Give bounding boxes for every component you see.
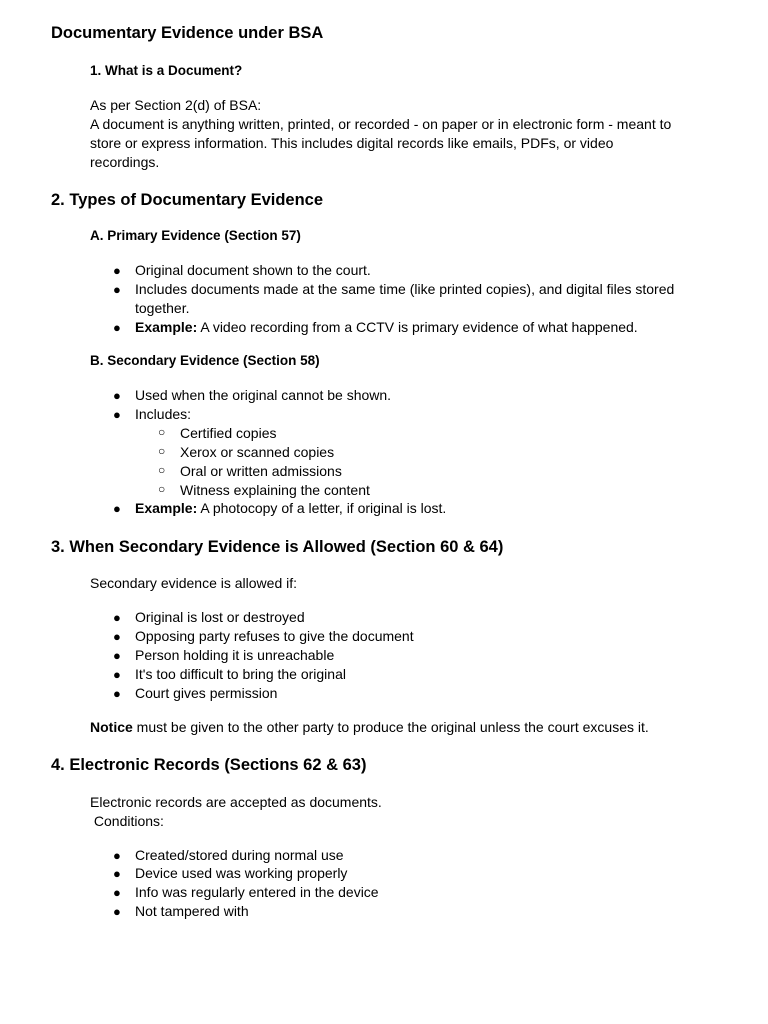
list-item: Not tampered with xyxy=(135,903,249,919)
primary-evidence-heading: A. Primary Evidence (Section 57) xyxy=(90,228,301,243)
section-4-heading: 4. Electronic Records (Sections 62 & 63) xyxy=(51,756,367,774)
example-text: A video recording from a CCTV is primary evidence of what happened. xyxy=(197,319,638,335)
notice-text: must be given to the other party to produce the original unless the court excuses it. xyxy=(132,719,649,735)
bullet-icon: ● xyxy=(113,904,121,919)
list-item: Device used was working properly xyxy=(135,865,348,881)
secondary-evidence-heading: B. Secondary Evidence (Section 58) xyxy=(90,353,320,368)
example-text: A photocopy of a letter, if original is lost. xyxy=(197,500,447,516)
bullet-icon: ● xyxy=(113,320,121,335)
section-4-conditions-label: Conditions: xyxy=(90,813,164,829)
list-item: Includes: xyxy=(135,406,192,422)
list-item-continuation: together. xyxy=(135,300,190,316)
document-title: Documentary Evidence under BSA xyxy=(51,24,324,42)
circle-bullet-icon: ○ xyxy=(158,425,166,439)
section-3-heading: 3. When Secondary Evidence is Allowed (Section 60 & 64) xyxy=(51,538,504,556)
sub-list-item: Witness explaining the content xyxy=(180,482,370,498)
list-item: Includes documents made at the same time (like printed copies), and digital files stored xyxy=(135,281,675,297)
notice-label: Notice xyxy=(90,719,133,735)
circle-bullet-icon: ○ xyxy=(158,444,166,458)
list-item: Opposing party refuses to give the document xyxy=(135,628,414,644)
bullet-icon: ● xyxy=(113,667,121,682)
bullet-icon: ● xyxy=(113,388,121,403)
sub-list-item: Oral or written admissions xyxy=(180,463,342,479)
list-item: Original is lost or destroyed xyxy=(135,609,305,625)
example-item xyxy=(135,318,638,337)
section-1-body-line: store or express information. This includes digital records like emails, PDFs, or video xyxy=(90,135,614,151)
section-2-heading: 2. Types of Documentary Evidence xyxy=(51,191,324,209)
list-item: It's too difficult to bring the original xyxy=(135,666,346,682)
bullet-icon: ● xyxy=(113,648,121,663)
bullet-icon: ● xyxy=(113,866,121,881)
section-1-body-line: A document is anything written, printed, or recorded - on paper or in electronic form - meant to xyxy=(90,116,672,132)
bullet-icon: ● xyxy=(113,885,121,900)
sub-list-item: Certified copies xyxy=(180,425,277,441)
bullet-icon: ● xyxy=(113,501,121,516)
notice-paragraph xyxy=(90,718,649,737)
bullet-icon: ● xyxy=(113,686,121,701)
bullet-icon: ● xyxy=(113,407,121,422)
circle-bullet-icon: ○ xyxy=(158,482,166,496)
bullet-icon: ● xyxy=(113,282,121,297)
list-item: Original document shown to the court. xyxy=(135,262,371,278)
sub-list-item: Xerox or scanned copies xyxy=(180,444,335,460)
example-item xyxy=(135,499,446,518)
example-label: Example: xyxy=(135,319,198,335)
example-label: Example: xyxy=(135,500,198,516)
list-item: Info was regularly entered in the device xyxy=(135,884,379,900)
list-item: Person holding it is unreachable xyxy=(135,647,335,663)
bullet-icon: ● xyxy=(113,848,121,863)
circle-bullet-icon: ○ xyxy=(158,463,166,477)
bullet-icon: ● xyxy=(113,610,121,625)
section-1-body-line: recordings. xyxy=(90,154,160,170)
list-item: Created/stored during normal use xyxy=(135,847,344,863)
section-1-heading: 1. What is a Document? xyxy=(90,63,243,78)
list-item: Used when the original cannot be shown. xyxy=(135,387,392,403)
bullet-icon: ● xyxy=(113,263,121,278)
section-4-intro: Electronic records are accepted as documents. xyxy=(90,794,382,810)
bullet-icon: ● xyxy=(113,629,121,644)
list-item: Court gives permission xyxy=(135,685,278,701)
section-1-intro: As per Section 2(d) of BSA: xyxy=(90,97,262,113)
section-3-intro: Secondary evidence is allowed if: xyxy=(90,575,298,591)
